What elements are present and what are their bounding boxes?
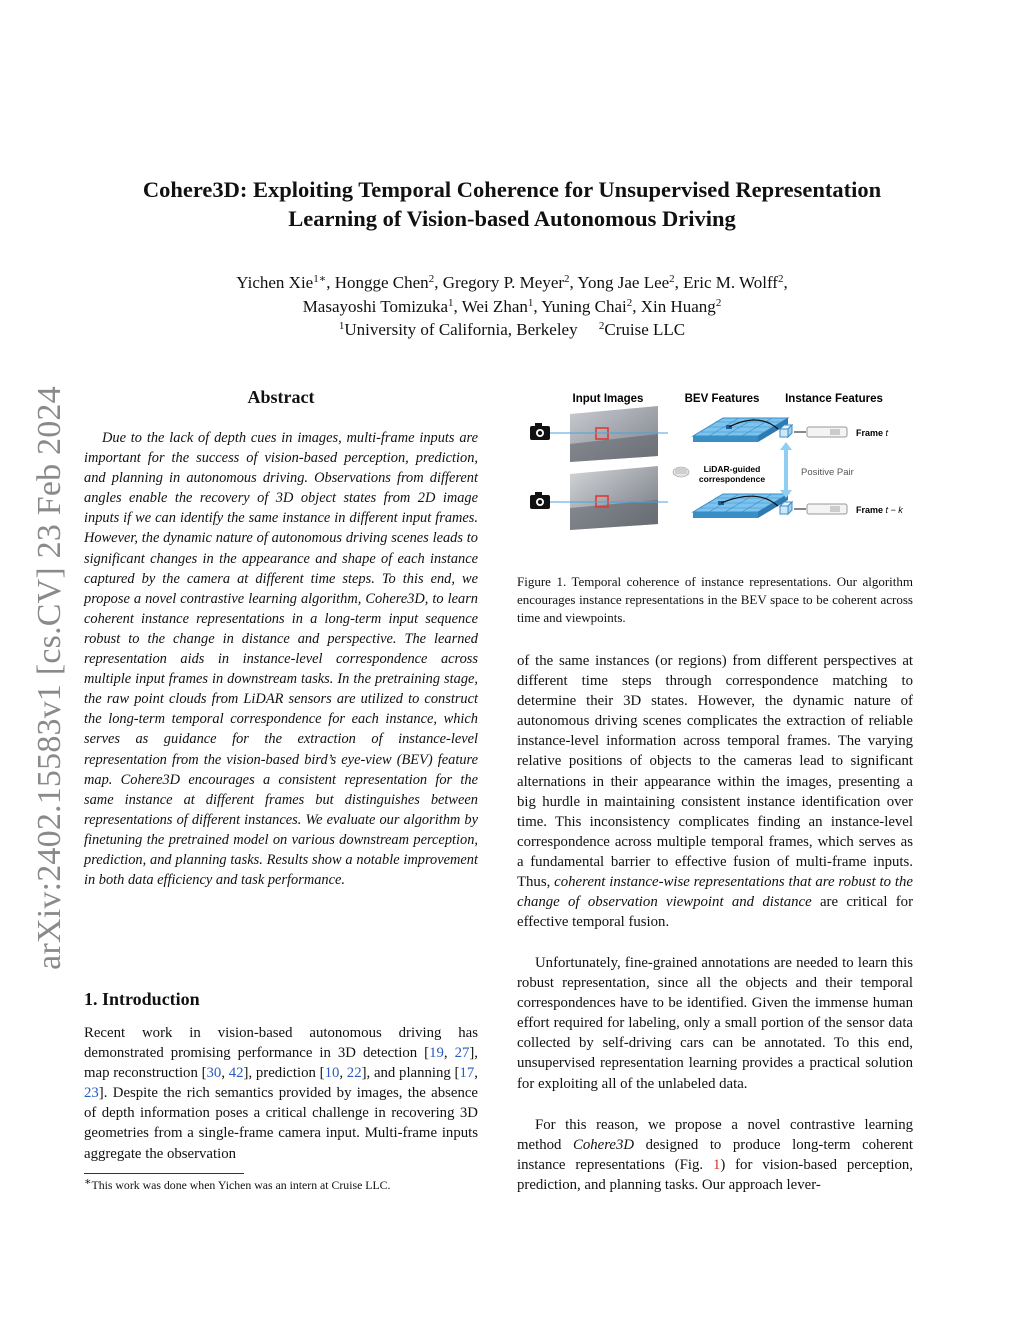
intro-paragraph — [84, 1023, 478, 1164]
frame-t-k-label — [856, 505, 903, 515]
section-heading-introduction: 1. Introduction — [84, 989, 200, 1009]
arxiv-id-text: arXiv:2402.15583v1 [cs.CV] 23 Feb 2024 — [31, 386, 68, 970]
author: Masayoshi Tomizuka — [302, 296, 449, 316]
feature-vector-frame-t-k — [807, 504, 847, 514]
author: Yuning Chai — [541, 296, 627, 316]
author: Hongge Chen — [334, 273, 429, 292]
emphasis-run: Cohere3D — [572, 1137, 635, 1154]
citation-link[interactable]: 19 — [429, 1045, 444, 1062]
fig-header-input-images: Input Images — [572, 393, 644, 405]
text-run: , — [339, 1065, 347, 1082]
citation-link[interactable]: 10 — [324, 1065, 340, 1082]
author: Yong Jae Lee — [577, 273, 670, 292]
footnote-text: This work was done when Yichen was an intern at Cruise LLC. — [91, 1178, 391, 1192]
camera-icon — [530, 423, 550, 440]
correspondence-label: correspondence — [698, 474, 766, 484]
authors-line-2: Masayoshi Tomizuka$^1$, Wei Zhan$^1$, Yuning Chai$^2$, Xin Huang$^2$ — [302, 296, 722, 316]
positive-pair-arrow — [780, 442, 792, 498]
text-run: of the same instances (or regions) from different perspectives at different time steps through correspondence matching to determine their 3D states. However, the dynamic nature of autonomous driving scenes complicates the extraction of reliable instance-level information across temporal frames. The varying relative positions of objects to the cameras lead to significant alternations in their appearance within the images, presenting a big hurdle in maintaining consistent instance identification over time. This inconsistency complicates finding an instance-level correspondence across multiple temporal frames, which serves as a fundamental barrier to effective fusion of multi-frame inputs. Thus, — [517, 653, 913, 891]
text-run: , — [474, 1065, 478, 1082]
footnote-mark: ∗ — [84, 1176, 92, 1188]
lidar-guided-label: LiDAR-guided — [703, 464, 761, 474]
right-col-paragraph-3 — [517, 1115, 913, 1195]
affil-sup: 2 — [598, 320, 605, 332]
author-affil-sup: 1 — [527, 296, 534, 309]
footnote-rule — [84, 1173, 244, 1174]
citation-link[interactable]: 27 — [454, 1045, 470, 1062]
abstract-body: Due to the lack of depth cues in images, multi-frame inputs are important for the success of vision-based perception, prediction, and planning in autonomous driving. Observations from different angles enable the recovery of 3D object states from 2D image inputs if we can identify the same instance in different input frames. However, the dynamic nature of autonomous driving scenes leads to significant changes in the appearance and shape of each instance captured by the camera at different time steps. To this end, we propose a novel contrastive learning algorithm, Cohere3D, to learn coherent instance representations in a long-term input sequence robust to the change in distance and perspective. The learned representation aids in instance-level correspondence across multiple input frames in downstream tasks. In the pretraining stage, the raw point clouds from LiDAR sensors are utilized to construct the long-term temporal correspondence for each instance, which serves as guidance for the extraction of instance-level representation from the vision-based bird’s eye-view (BEV) feature map. Cohere3D encourages a consistent representation for the same instance at different frames but distinguishes between representations of different instances. We evaluate our algorithm by finetuning the pretrained model on various downstream perception, prediction, and planning tasks. Results show a notable improvement in both data efficiency and task performance. — [84, 430, 478, 889]
author-affil-sup: 2 — [669, 273, 675, 285]
right-col-paragraph-1 — [517, 651, 913, 932]
author: Eric M. Wolff — [683, 273, 778, 292]
positive-pair-label: Positive Pair — [801, 467, 854, 478]
affiliations — [80, 318, 944, 342]
citation-link[interactable]: 30 — [206, 1065, 222, 1082]
author-affil-sup: 1∗ — [313, 273, 327, 285]
text-run: Recent work in vision-based autonomous driving has demonstrated promising performance in 3D detection [ — [84, 1025, 478, 1062]
author: Gregory P. Meyer — [442, 273, 565, 292]
text-run: For this reason, we propose a novel contrastive learning method — [517, 1117, 913, 1154]
figure-1-diagram — [518, 384, 914, 534]
lidar-icon — [673, 467, 689, 477]
figure-ref-link[interactable]: 1 — [712, 1157, 721, 1174]
frame-var: t − k — [885, 505, 903, 515]
right-col-paragraph-2: Unfortunately, fine-grained annotations are needed to learn this robust representation, since all the objects and their temporal correspondences have to be identified. Given the immense human effort required for labeling, only a small portion of the sensor data collected by self-driving cars can be annotated. To this end, unsupervised representation learning provides a practical solution for exploiting all of the unlabeled data. — [517, 955, 913, 1092]
citation-link[interactable]: 42 — [228, 1065, 244, 1082]
feature-vector-frame-t — [807, 427, 847, 437]
author: Wei Zhan — [461, 296, 528, 316]
affiliation-2: Cruise LLC — [604, 320, 686, 339]
frame-var: t — [885, 428, 889, 438]
citation-link[interactable]: 23 — [84, 1085, 99, 1102]
affiliation-1: University of California, Berkeley — [344, 320, 578, 339]
author-affil-sup: 2 — [715, 296, 722, 309]
authors-line-1: Yichen Xie$^{1∗}$, Hongge Chen$^2$, Gregory P. Meyer$^2$, Yong Jae Lee$^2$, Eric M. Wolff$^2$, — [236, 273, 788, 292]
text-run: designed to produce long-term coherent instance representations (Fig. — [517, 1137, 913, 1174]
author-affil-sup: 2 — [428, 273, 435, 285]
emphasis-run: coherent instance-wise representations that are robust to the change of observation viewpoint and distance — [517, 874, 913, 911]
text-run: ]. Despite the rich semantics provided by images, the absence of depth information poses a critical challenge in recovering 3D geometries from a single-frame camera input. Multi-frame inputs aggregate the observation — [84, 1085, 478, 1162]
author-affil-sup: 2 — [777, 273, 784, 285]
camera-icon — [530, 492, 550, 509]
paper-title — [80, 175, 944, 233]
author-affil-sup: 1 — [448, 296, 454, 309]
instance-cube-frame-t-k — [780, 502, 792, 514]
fig-header-bev-features: BEV Features — [684, 393, 760, 405]
author-block — [80, 271, 944, 342]
frame-label: Frame — [856, 428, 886, 438]
citation-link[interactable]: 17 — [459, 1065, 475, 1082]
author-affil-sup: 2 — [564, 273, 570, 285]
text-run: are critical for effective temporal fusion. — [517, 894, 913, 931]
input-image-frame-t-k — [570, 466, 658, 530]
text-run: ], map reconstruction [ — [84, 1045, 478, 1082]
frame-t-label — [856, 428, 889, 438]
title-line-2: Learning of Vision-based Autonomous Driving — [288, 206, 736, 231]
footnote — [84, 1178, 391, 1193]
frame-label: Frame — [856, 505, 886, 515]
citation-link[interactable]: 22 — [346, 1065, 362, 1082]
figure-1-caption: Figure 1. Temporal coherence of instance representations. Our algorithm encourages instance representations in the BEV space to be coherent across time and viewpoints. — [517, 574, 913, 626]
instance-cube-frame-t — [780, 425, 792, 437]
text-run: , — [221, 1065, 229, 1082]
text-run: , — [443, 1045, 455, 1062]
abstract-heading: Abstract — [247, 387, 315, 407]
text-run: ], prediction [ — [243, 1065, 325, 1082]
fig-header-instance-features: Instance Features — [785, 393, 883, 405]
title-line-1: Cohere3D: Exploiting Temporal Coherence for Unsupervised Representation — [142, 177, 882, 202]
author: Xin Huang — [640, 296, 716, 316]
author-affil-sup: 2 — [626, 296, 633, 309]
affil-sup: 1 — [338, 320, 345, 332]
author: Yichen Xie — [236, 273, 314, 292]
text-run: ], and planning [ — [361, 1065, 460, 1082]
input-image-frame-t — [570, 406, 658, 462]
text-run: ) for vision-based perception, prediction, and planning tasks. Our approach lever- — [517, 1157, 914, 1194]
